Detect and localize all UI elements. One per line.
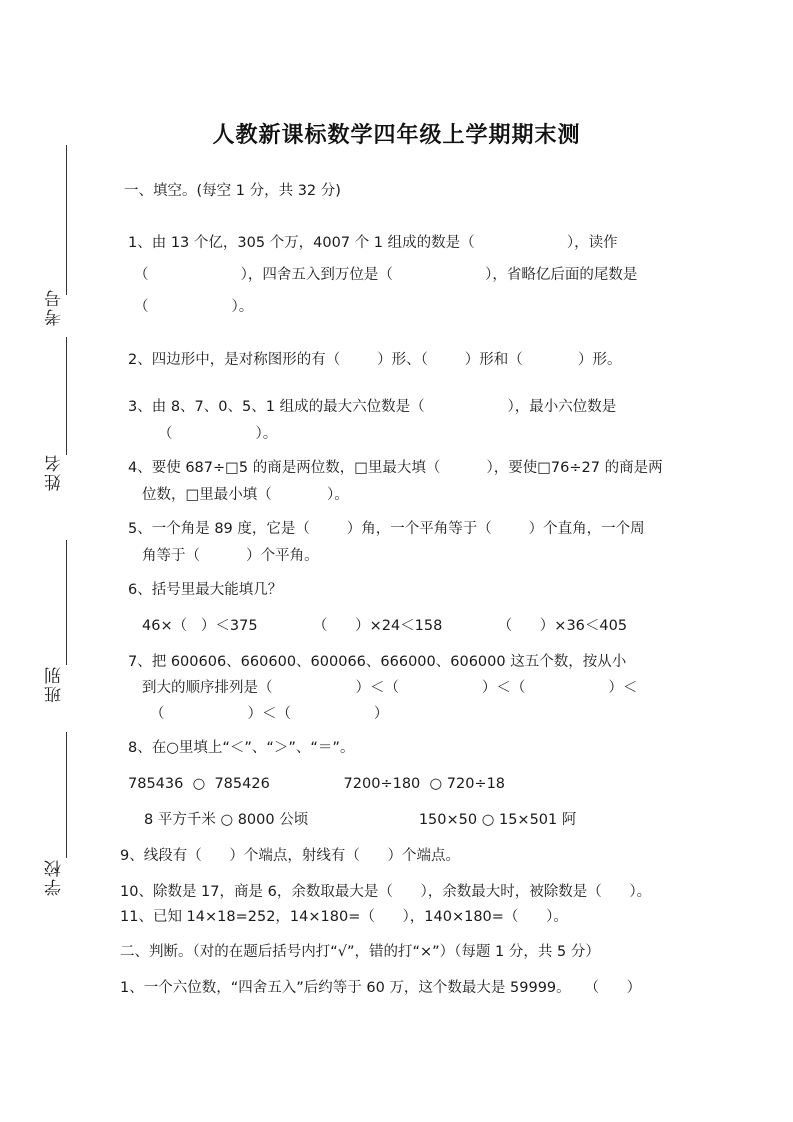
school-underline xyxy=(66,732,67,858)
q5-line2: 角等于（ ）个平角。 xyxy=(142,548,319,564)
q3-line1: 3、由 8、7、0、5、1 组成的最大六位数是（ ），最小六位数是 xyxy=(128,399,617,415)
name-underline xyxy=(66,337,67,455)
q4-line1: 4、要使 687÷□5 的商是两位数，□里最大填（ ），要使□76÷27 的商是两 xyxy=(128,460,663,476)
kaohao-underline xyxy=(66,145,67,295)
q3-line2: （ ）。 xyxy=(158,426,278,442)
class-underline xyxy=(66,540,67,665)
school-label: 学校 xyxy=(45,858,65,896)
q10-line1: 10、除数是 17，商是 6，余数取最大是（ ），余数最大时，被除数是（ ）。 xyxy=(120,884,652,900)
q8-line1: 8、在○里填上“＜”、“＞”、“＝”。 xyxy=(128,740,355,756)
q7-line1: 7、把 600606、660600、600066、666000、606000 这五个数，按从小 xyxy=(128,654,627,670)
q11-line1: 11、已知 14×18=252，14×180=（ ），140×180=（ ）。 xyxy=(120,909,568,925)
q4-line2: 位数，□里最小填（ ）。 xyxy=(142,487,349,503)
q5-line1: 5、一个角是 89 度，它是（ ）角，一个平角等于（ ）个直角，一个周 xyxy=(128,521,645,537)
q8-line3: 8 平方千米 ○ 8000 公顷 150×50 ○ 15×501 阿 xyxy=(144,812,577,828)
page-title: 人教新课标数学四年级上学期期末测 xyxy=(212,122,581,148)
class-label: 班别 xyxy=(45,665,65,703)
section2-heading: 二、判断。（对的在题后括号内打“√”，错的打“×”）（每题 1 分，共 5 分） xyxy=(120,944,600,960)
q7-line2: 到大的顺序排列是（ ）＜（ ）＜（ ）＜ xyxy=(142,680,638,696)
q1-line2: （ ），四舍五入到万位是（ ），省略亿后面的尾数是 xyxy=(134,267,638,283)
q2-line1: 2、四边形中，是对称图形的有（ ）形、（ ）形和（ ）形。 xyxy=(128,352,622,368)
kaohao-label: 考号 xyxy=(45,288,65,326)
q9-line1: 9、线段有（ ）个端点，射线有（ ）个端点。 xyxy=(120,848,461,864)
judge-q1: 1、一个六位数，“四舍五入”后约等于 60 万，这个数最大是 59999。 （ ） xyxy=(120,980,642,996)
name-label: 姓名 xyxy=(45,453,65,491)
section1-heading: 一、填空。(每空 1 分，共 32 分) xyxy=(124,183,341,199)
q7-line3: （ ）＜（ ） xyxy=(150,706,389,722)
q6-line2: 46×（ ）＜375 （ ）×24＜158 （ ）×36＜405 xyxy=(142,618,628,634)
q1-line1: 1、由 13 个亿，305 个万，4007 个 1 组成的数是（ ），读作 xyxy=(128,235,618,251)
q1-line3: （ ）。 xyxy=(134,299,254,315)
q8-line2: 785436 ○ 785426 7200÷180 ○ 720÷18 xyxy=(128,776,506,792)
q6-line1: 6、括号里最大能填几？ xyxy=(128,582,283,598)
